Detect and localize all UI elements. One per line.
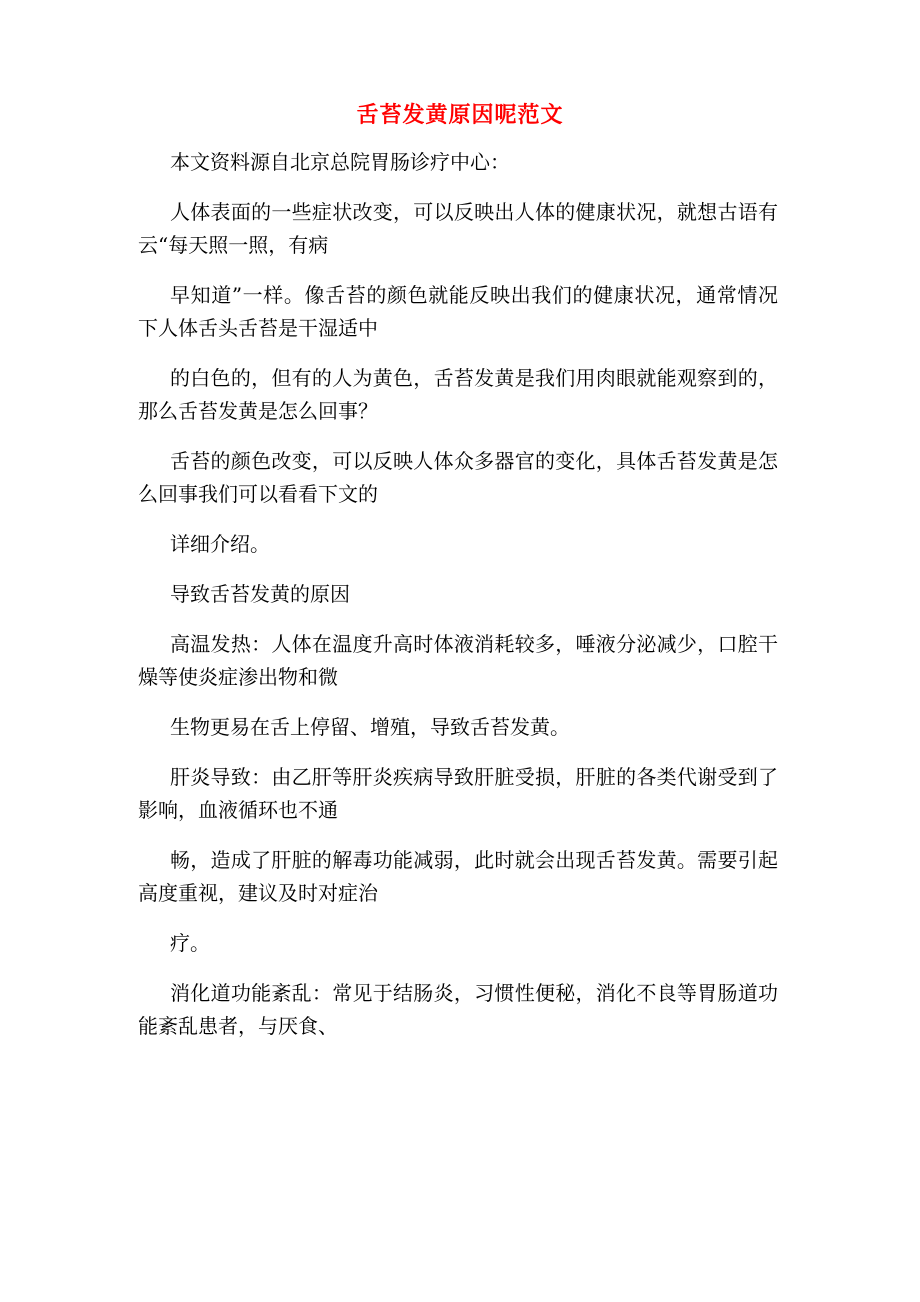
paragraph: 疗。 [170,931,210,955]
paragraph: 舌苔的颜色改变，可以反映人体众多器官的变化，具体舌苔发黄是怎么回事我们可以看看下文的 [138,449,778,506]
document-body [138,146,778,1060]
section-heading: 导致舌苔发黄的原因 [170,582,350,606]
paragraph: 的白色的，但有的人为黄色，舌苔发黄是我们用肉眼就能观察到的，那么舌苔发黄是怎么回事？ [138,366,778,423]
paragraph: 详细介绍。 [170,532,270,556]
document-title: 舌苔发黄原因呢范文 [356,102,564,128]
paragraph: 生物更易在舌上停留、增殖，导致舌苔发黄。 [170,715,570,739]
paragraph: 肝炎导致：由乙肝等肝炎疾病导致肝脏受损，肝脏的各类代谢受到了影响，血液循环也不通 [138,765,778,822]
paragraph: 人体表面的一些症状改变，可以反映出人体的健康状况，就想古语有云“每天照一照，有病 [138,200,778,257]
paragraph-source: 本文资料源自北京总院胃肠诊疗中心： [170,150,510,174]
paragraph: 消化道功能紊乱：常见于结肠炎，习惯性便秘，消化不良等胃肠道功能紊乱患者，与厌食、 [138,981,778,1038]
paragraph: 畅，造成了肝脏的解毒功能减弱，此时就会出现舌苔发黄。需要引起高度重视，建议及时对症治 [138,848,778,905]
paragraph: 早知道”一样。像舌苔的颜色就能反映出我们的健康状况，通常情况下人体舌头舌苔是干湿适中 [138,283,778,340]
paragraph: 高温发热：人体在温度升高时体液消耗较多，唾液分泌减少，口腔干燥等使炎症渗出物和微 [138,632,778,689]
